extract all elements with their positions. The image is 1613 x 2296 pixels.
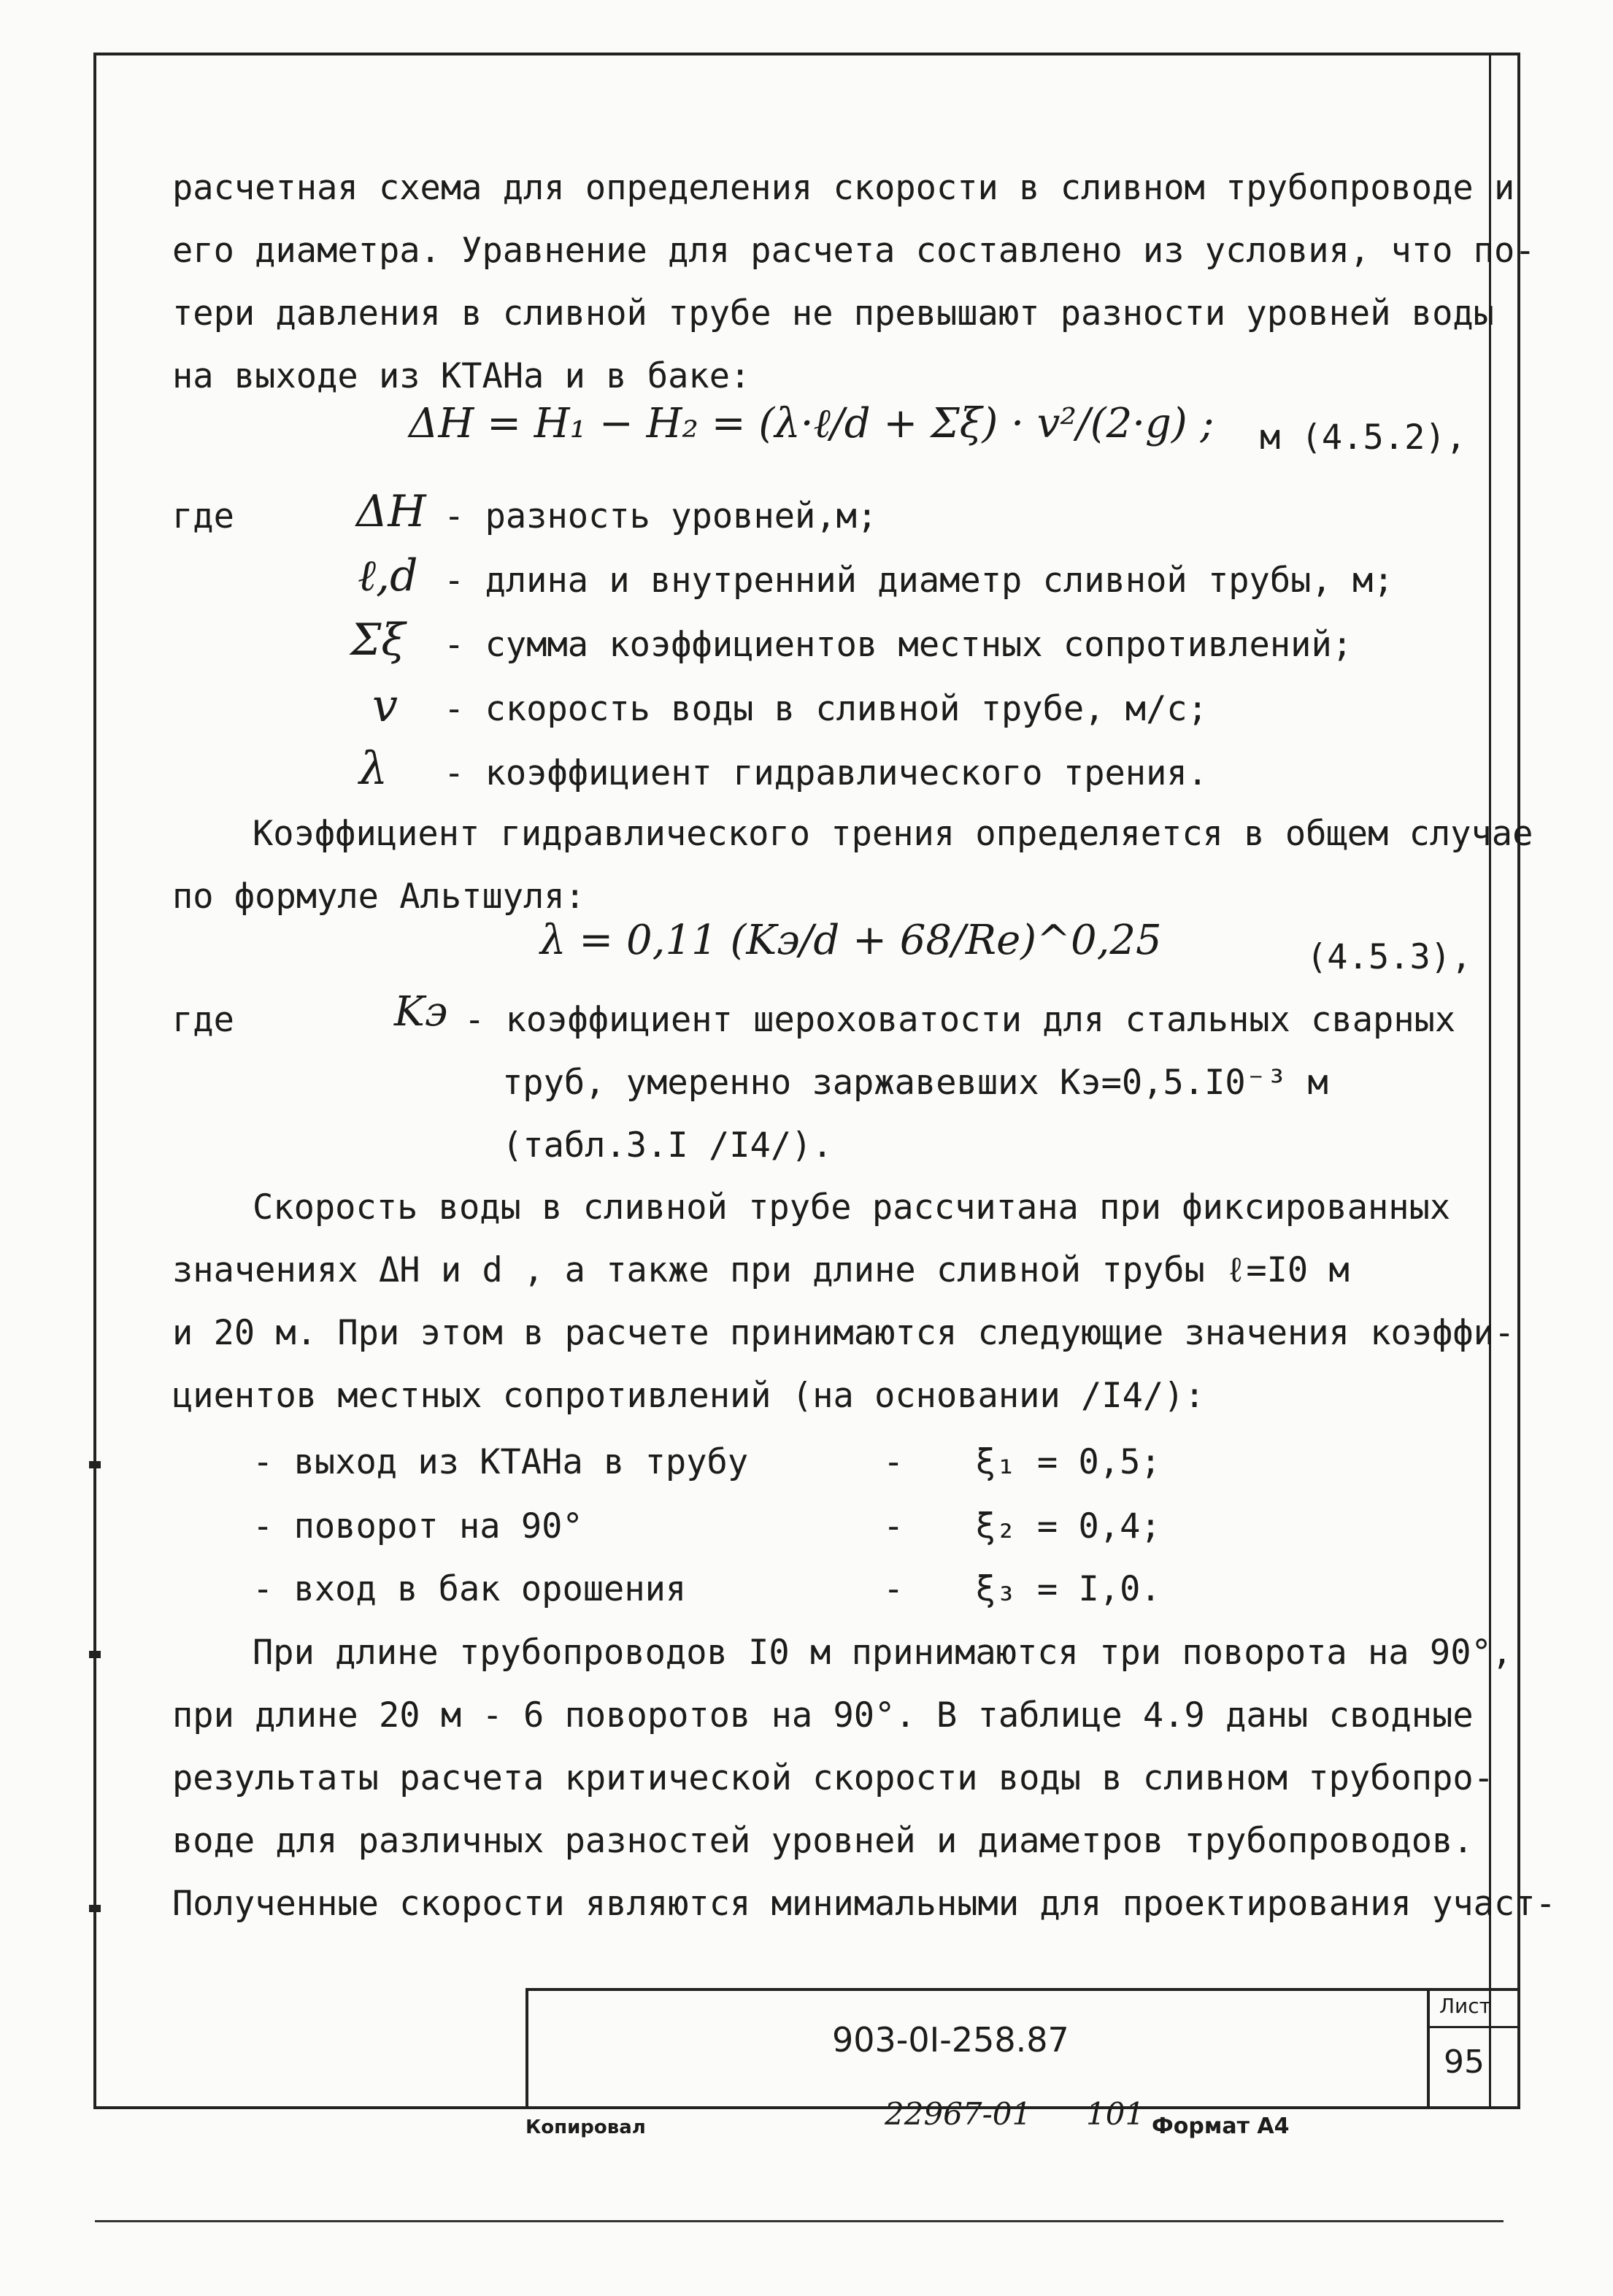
paragraph-1 <box>172 157 1536 408</box>
order-number: 22967-01 <box>885 2096 1032 2132</box>
definition-text: (табл.3.I /I4/). <box>502 1125 833 1166</box>
formula-4-5-3: λ = 0,11 (Kэ/d + 68/Re)^0,25 <box>540 917 1162 964</box>
paragraph-2 <box>172 803 1533 928</box>
text-line: результаты расчета критической скорости воды в сливном трубопро- <box>172 1758 1494 1798</box>
symbol-k-e: Kэ <box>394 988 448 1036</box>
text-line: тери давления в сливной трубе не превышают разности уровней воды <box>172 293 1494 334</box>
definition-text: - коэффициент шероховатости для стальных сварных <box>464 1000 1456 1040</box>
sheet-box-divider <box>1430 2026 1520 2028</box>
text-line: по формуле Альтшуля: <box>172 877 585 917</box>
text-line: Полученные скорости являются минимальными для проектирования участ- <box>172 1884 1556 1924</box>
definition-text: - разность уровней,м; <box>444 496 878 536</box>
text-line: При длине трубопроводов I0 м принимаются три поворота на 90°, <box>253 1633 1513 1673</box>
copied-by-label: Копировал <box>526 2116 646 2138</box>
where-label: где <box>172 496 234 536</box>
definition-text: - сумма коэффициентов местных сопротивлений; <box>444 625 1353 665</box>
definition-text: труб, умеренно заржавевших Кэ=0,5.I0⁻³ м <box>502 1063 1328 1103</box>
text-line: и 20 м. При этом в расчете принимаются следующие значения коэффи- <box>172 1313 1515 1353</box>
text-line: при длине 20 м - 6 поворотов на 90°. В таблице 4.9 даны сводные <box>172 1695 1474 1736</box>
symbol-lambda: λ <box>359 741 388 795</box>
text-line: значениях ΔH и d , а также при длине сливной трубы ℓ=I0 м <box>172 1250 1350 1290</box>
text-line: на выходе из КТАНа и в баке: <box>172 356 751 396</box>
crop-line <box>95 2220 1504 2222</box>
sheet-number: 95 <box>1444 2043 1485 2081</box>
frame-inner-border <box>1489 53 1491 2109</box>
binding-mark <box>89 1651 101 1658</box>
formula-4-5-2: ΔH = H₁ − H₂ = (λ·ℓ/d + Σξ) · v²/(2·g) ; <box>409 400 1214 447</box>
definition-text: - длина и внутренний диаметр сливной трубы, м; <box>444 560 1394 601</box>
binding-mark <box>89 1905 101 1912</box>
coefficient-label: - выход из КТАНа в трубу <box>253 1442 749 1482</box>
coefficient-value: ξ₃ = I,0. <box>975 1569 1161 1609</box>
sheet-label: Лист <box>1439 1994 1491 2018</box>
symbol-l-d: ℓ,d <box>358 550 418 601</box>
symbol-v: v <box>372 679 399 732</box>
coefficient-label: - поворот на 90° <box>253 1506 583 1546</box>
text-line: Скорость воды в сливной трубе рассчитана при фиксированных <box>253 1187 1451 1228</box>
coefficient-dash: - <box>883 1442 904 1482</box>
coefficient-value: ξ₁ = 0,5; <box>975 1442 1161 1482</box>
symbol-sum-xi: Σξ <box>350 615 406 666</box>
text-line: расчетная схема для определения скорости в сливном трубопроводе и <box>172 168 1515 208</box>
text-line: воде для различных разностей уровней и диаметров трубопроводов. <box>172 1821 1474 1861</box>
paragraph-3 <box>172 1176 1515 1428</box>
symbol-delta-h: ΔH <box>356 486 426 537</box>
where-label: где <box>172 1000 234 1040</box>
paragraph-4 <box>172 1622 1556 1935</box>
coefficient-dash: - <box>883 1506 904 1546</box>
formula-4-5-3-number: (4.5.3), <box>1306 937 1472 977</box>
text-line: его диаметра. Уравнение для расчета составлено из условия, что по- <box>172 231 1536 271</box>
definition-text: - скорость воды в сливной трубе, м/с; <box>444 689 1208 729</box>
formula-4-5-2-number: м (4.5.2), <box>1260 417 1466 458</box>
coefficient-label: - вход в бак орошения <box>253 1569 687 1609</box>
coefficient-value: ξ₂ = 0,4; <box>975 1506 1161 1546</box>
text-line: циентов местных сопротивлений (на основании /I4/): <box>172 1376 1205 1416</box>
text-line: Коэффициент гидравлического трения определяется в общем случае <box>253 814 1533 854</box>
definition-text: - коэффициент гидравлического трения. <box>444 753 1208 793</box>
format-label: Формат А4 <box>1152 2114 1290 2139</box>
document-code: 903-0I-258.87 <box>832 2020 1069 2060</box>
order-suffix: 101 <box>1086 2096 1145 2132</box>
binding-mark <box>89 1461 101 1468</box>
coefficient-dash: - <box>883 1569 904 1609</box>
